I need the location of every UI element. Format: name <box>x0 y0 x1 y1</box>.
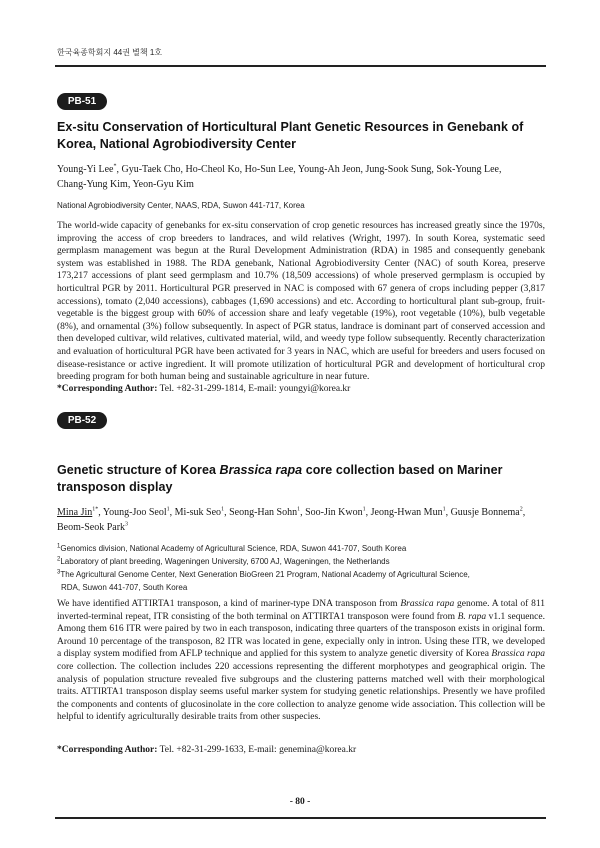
corresponding-author-label: *Corresponding Author: <box>57 745 158 755</box>
affiliation-pb51: National Agrobiodiversity Center, NAAS, RDA, Suwon 441-717, Korea <box>57 201 305 210</box>
affiliation-list-pb52 <box>57 542 545 594</box>
affiliation-3-cont: RDA, Suwon 441-707, South Korea <box>61 583 188 592</box>
affiliation-1: $^1$Genomics division, National Academy of Agricultural Science, RDA, Suwon 441-707, South Korea <box>57 543 407 553</box>
author-line-2: Chang-Yung Kim, Yeon-Gyu Kim <box>57 179 194 190</box>
page-number: - 80 - <box>289 797 311 807</box>
author-line-2: Beom-Seok Park$^3$ <box>57 521 129 533</box>
author-list-pb52 <box>57 505 545 535</box>
journal-header: 한국육종학회지 44권 별책 1호 <box>57 48 163 57</box>
corresponding-author-contact: Tel. +82-31-299-1814, E-mail: youngyi@korea.kr <box>159 384 351 394</box>
footer-rule <box>55 817 546 819</box>
abstract-title-pb51: Ex-situ Conservation of Horticultural Plant Genetic Resources in Genebank of Korea, National Agrobiodiversity Center <box>57 120 524 151</box>
corresponding-author-contact: Tel. +82-31-299-1633, E-mail: genemina@korea.kr <box>159 745 357 755</box>
corresponding-author-pb51 <box>57 383 545 396</box>
affiliation-3: $^3$The Agricultural Genome Center, Next Generation BioGreen 21 Program, National Academy of Agricultural Science, <box>57 569 470 579</box>
abstract-body-pb52: We have identified ATTIRTA1 transposon, a kind of mariner-type DNA transposon from Brassica rapa genome. A total of 811 inverted-terminal repeat, ITR consisting of the both terminal on ATTIRTA1 transposon were found from B. rapa v1.1 sequence. Among them 616 ITR were paired by two in each transposon, indicating three quarters of the transposon exists in original form. Around 10 percentage of the transposon, 82 ITR was located in gene, expecially only in intron. Using these ITR, we developed a display system modified from AFLP technique and applied for this system to analyze genetic diversity of Korea Brassica rapa core collection. The collection includes 220 accessions representing the different morphotypes and geographical origin. The analysis of population structure revealed five subgroups and the clustering patterns matched well with their morphological traits. ATTIRTA1 transposon display seems useful marker system for studying genetic relationships. Presently we have profiled the components and contents of glucosinolate in the core collection to analyze genome wide association. This collection will be helpful to identify agriculturally desirable traits from other suspecies. <box>57 599 546 723</box>
author-list-pb51 <box>57 162 545 192</box>
corresponding-author-label: *Corresponding Author: <box>57 384 158 394</box>
abstract-badge-pb52: PB-52 <box>57 412 107 429</box>
title-species: Brassica rapa <box>219 463 303 477</box>
title-text: core collection based on Mariner transposon display <box>57 463 503 494</box>
author-line-1: Mina Jin$^{1*}$, Young-Joo Seol$^1$, Mi-suk Seo$^1$, Seong-Han Sohn$^1$, Soo-Jin Kwon$^1$, Jeong-Hwan Mun$^1$, Guusje Bonnema$^2$, <box>57 506 526 518</box>
abstract-title-pb52 <box>57 462 543 496</box>
corresponding-author-pb52 <box>57 744 545 757</box>
abstract-body-pb51: The world-wide capacity of genebanks for ex-situ conservation of crop genetic resources has increased greatly since the 1970s, improving the access of crop breeders to landraces, and wild relatives (Wright, 1997). In south Korea, systematic seed germplasm management was begun at the Rural Development Administration (RDA) in 1985 and consequently genebank system was established in 1988. The RDA genebank, National Agrobiodiversity Center (NAC) of south Korea, preserve 173,217 accessions of plant seed germplasm and 10.7% (18,509 accessions) of whole preserved germplasm is occupied by horticultral PGR by 2011. Horticultural PGR preserved in NAC is composed with 67 genera of crops including pepper (3,817 accessions), tomato (2,040 accessions), cabbages (1,690 accessions) and etc. According to horticultural plant sub-group, fruit-vegetable is the biggest group with 60% of accession share and leafy vegetable (19%), root vegetable (10%), bulb vegetable (8%), and ornamental (3%) follow subsequently. In aspect of PGR status, landrace is dominant part of conserved accession and then developed cultivar, wild relatives, cultivated material, wild, and weedy type follow subsequently. Recently characterization and evaluation of horticultural PGR have been activated for 3 years in NAC, which are useful for breeders and users focused on disease-resistance or active ingredient. It will promote utilization of horticultural PGR and development of horticultural crop breeding program for both human being and sustainable agriculture in near future. <box>57 221 545 383</box>
header-rule <box>55 65 546 67</box>
abstract-badge-pb51: PB-51 <box>57 93 107 110</box>
author-line-1: Young-Yi Lee*, Gyu-Taek Cho, Ho-Cheol Ko, Ho-Sun Lee, Young-Ah Jeon, Jung-Sook Sung, Sok-Young Lee, <box>57 163 502 175</box>
title-text: Genetic structure of Korea <box>57 463 220 477</box>
affiliation-2: $^2$Laboratory of plant breeding, Wageningen University, 6700 AJ, Wageningen, the Netherlands <box>57 556 390 566</box>
